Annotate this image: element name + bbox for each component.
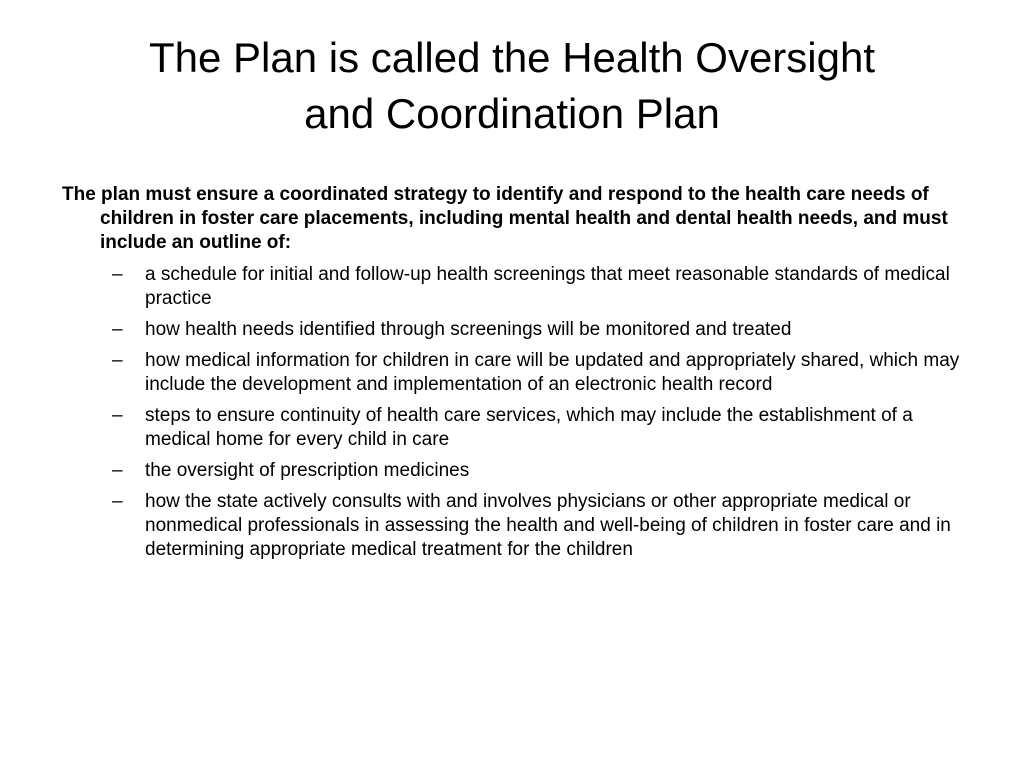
slide-title bbox=[40, 30, 984, 142]
dash-bullet-icon: – bbox=[112, 319, 123, 340]
dash-bullet-icon: – bbox=[112, 350, 123, 371]
slide-title-line-1: The Plan is called the Health Oversight bbox=[148, 34, 876, 81]
slide-body bbox=[62, 183, 962, 569]
dash-bullet-icon: – bbox=[112, 264, 123, 285]
list-item-text: how medical information for children in care will be updated and appropriately shared, which may include the development and implementation of an electronic health record bbox=[145, 350, 960, 395]
dash-bullet-icon: – bbox=[112, 460, 123, 481]
slide-title-line-2: and Coordination Plan bbox=[304, 90, 720, 137]
list-item-text: the oversight of prescription medicines bbox=[145, 460, 470, 481]
list-item-text: a schedule for initial and follow-up health screenings that meet reasonable standards of medical practice bbox=[145, 264, 950, 309]
list-item bbox=[112, 490, 962, 562]
list-item bbox=[112, 263, 962, 311]
requirements-list bbox=[62, 263, 962, 562]
list-item bbox=[112, 459, 962, 483]
list-item bbox=[112, 349, 962, 397]
list-item bbox=[112, 404, 962, 452]
dash-bullet-icon: – bbox=[112, 405, 123, 426]
dash-bullet-icon: – bbox=[112, 491, 123, 512]
lead-paragraph: The plan must ensure a coordinated strategy to identify and respond to the health care needs of children in foster care placements, including mental health and dental health needs, and must include an outline of: bbox=[62, 184, 948, 253]
list-item bbox=[112, 318, 962, 342]
list-item-text: steps to ensure continuity of health care services, which may include the establishment of a medical home for every child in care bbox=[145, 405, 913, 450]
list-item-text: how health needs identified through screenings will be monitored and treated bbox=[145, 319, 792, 340]
list-item-text: how the state actively consults with and involves physicians or other appropriate medical or nonmedical professionals in assessing the health and well-being of children in foster care and in determining appropriate medical treatment for the children bbox=[145, 491, 951, 560]
